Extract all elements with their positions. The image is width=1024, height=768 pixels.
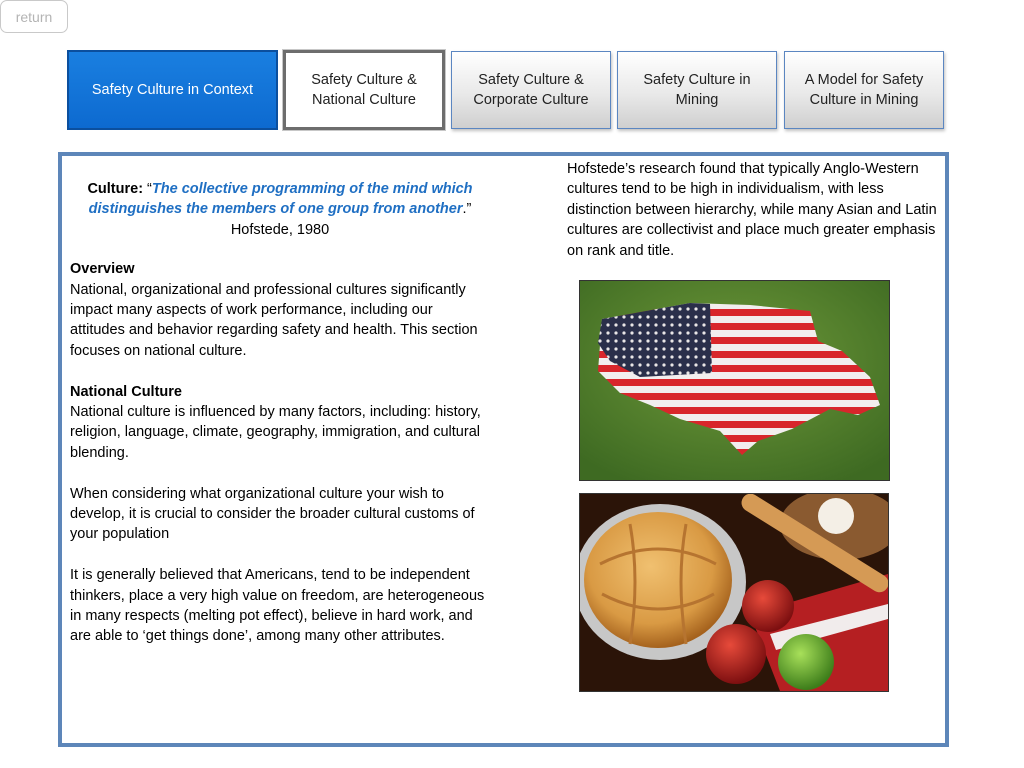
quote-open-mark: “ [143,181,152,197]
tab-model-for-safety-culture[interactable] [784,51,944,129]
culture-quote [70,179,490,240]
people-flag-photo [579,280,890,481]
tab-safety-culture-in-mining[interactable] [617,51,777,129]
tab-label: Safety Culture & Corporate Culture [473,72,589,108]
national-culture-section [70,382,490,464]
tab-safety-culture-corporate-culture[interactable] [451,51,611,129]
tab-label: Safety Culture in Mining [643,72,751,108]
tab-label: Safety Culture in Context [91,82,254,98]
quote-term: Culture: [87,181,144,197]
national-culture-text: National culture is influenced by many factors, including: history, religion, language, climate, geography, immigration, and cultural blending. [70,404,481,461]
overview-text: National, organizational and professional cultures significantly impact many aspects of work performance, including our attitudes and behavior regarding safety and health. This section focuses on national culture. [70,281,478,359]
quote-definition: The collective programming of the mind which distinguishes the members of one group from another [88,181,473,218]
apple-pie-baseball-photo [579,493,889,692]
consider-paragraph: When considering what organizational culture your wish to develop, it is crucial to consider the broader cultural customs of your population [70,485,475,543]
return-button[interactable]: return [0,0,68,33]
hofstede-research-text: Hofstede’s research found that typically Anglo-Western cultures tend to be high in individualism, with less distinction between hierarchy, while many Asian and Latin cultures are collectivist and place much greater emphasis on rank and title. [567,161,937,259]
left-column [70,179,490,667]
tab-safety-culture-national-culture[interactable] [283,50,445,130]
overview-title: Overview [70,261,135,278]
quote-attribution: Hofstede, 1980 [230,221,330,238]
national-culture-title: National Culture [70,383,182,400]
tab-safety-culture-in-context[interactable] [67,50,278,130]
americans-paragraph: It is generally believed that Americans, tend to be independent thinkers, place a very high value on freedom, are heterogeneous in many respects (melting pot effect), believe in hard work, and are able to ‘get things done’, among many other attributes. [70,567,485,645]
overview-section [70,259,490,361]
tab-label: A Model for Safety Culture in Mining [804,72,924,108]
tab-label: Safety Culture & National Culture [311,72,417,108]
quote-close-mark: .” [462,201,472,218]
